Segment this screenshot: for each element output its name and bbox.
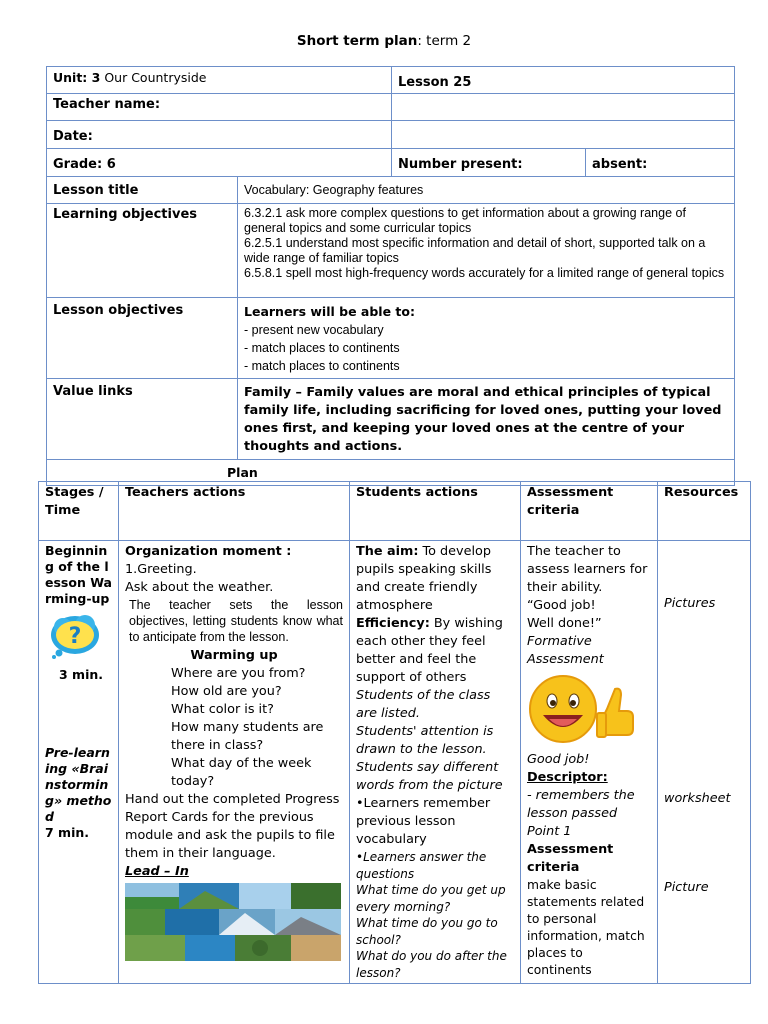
unit-cell: [47, 67, 392, 94]
students-attention: Students' attention is drawn to the lesson.: [356, 724, 494, 757]
geography-collage-image: [125, 883, 341, 961]
resource-picture: Picture: [664, 880, 709, 895]
handout-text: Hand out the completed Progress Report Cards for the previous module and ask the pupils to file them in their language.: [125, 792, 340, 861]
learners-remember: •Learners remember previous lesson vocabulary: [356, 796, 491, 847]
header-resources: Resources: [658, 482, 751, 541]
plan-label: Plan: [47, 460, 392, 486]
header-students-actions: Students actions: [350, 482, 521, 541]
assessment-cell: [521, 541, 658, 984]
header-stages: Stages / Time: [39, 482, 119, 541]
criteria-label: Assessment criteria: [527, 842, 614, 875]
unit-label: Unit: 3: [53, 70, 101, 85]
learners-answer: •Learners answer the questions: [356, 850, 487, 881]
page-title: [0, 33, 768, 49]
descriptor-text: - remembers the lesson passed Point 1: [527, 788, 635, 839]
absent-label: absent:: [586, 149, 735, 177]
header-teachers-actions: Teachers actions: [119, 482, 350, 541]
students-say-words: Students say different words from the picture: [356, 760, 503, 793]
objectives-text: The teacher sets the lesson objectives, letting students know what to anticipate from the lesson.: [129, 598, 343, 644]
criteria-text: make basic statements related to personal information, match places to continents: [527, 878, 645, 977]
students-listed: Students of the class are listed.: [356, 688, 491, 721]
date-value: [392, 121, 735, 149]
learning-objectives-label: Learning objectives: [47, 204, 238, 298]
resource-worksheet: worksheet: [664, 791, 731, 806]
warming-question: What day of the week today?: [171, 756, 312, 789]
lesson-objectives-cell: [238, 298, 735, 379]
efficiency-text: By wishing each other they feel better and feel the support of others: [356, 616, 503, 685]
stage-time-2: 7 min.: [45, 825, 90, 840]
efficiency-label: Efficiency:: [356, 616, 430, 631]
student-question: What do you do after the lesson?: [356, 949, 507, 980]
praise-well-done: Well done!”: [527, 616, 602, 631]
title-rest: : term 2: [417, 33, 472, 49]
learning-objective: 6.3.2.1 ask more complex questions to get information about a growing range of general topics and some curricular topics: [244, 206, 686, 235]
lead-in-label: Lead – In: [125, 864, 189, 879]
lesson-plan-table: [38, 481, 751, 984]
stage-time-1: 3 min.: [59, 667, 104, 682]
lesson-objectives-intro: Learners will be able to:: [244, 304, 415, 319]
aim-label: The aim:: [356, 544, 419, 559]
unit-value: Our Countryside: [100, 70, 207, 85]
smiley-thumbs-up-icon: [527, 673, 639, 745]
lesson-objective: - present new vocabulary: [244, 323, 384, 337]
warming-question: How many students are there in class?: [171, 720, 324, 753]
lesson-title-value: Vocabulary: Geography features: [238, 177, 735, 204]
students-actions-cell: [350, 541, 521, 984]
title-bold: Short term plan: [296, 33, 418, 49]
student-question: What time do you get up every morning?: [356, 883, 506, 914]
warming-question: How old are you?: [171, 684, 282, 699]
learning-objective: 6.2.5.1 understand most specific information and detail of short, supported talk on a wide range of familiar topics: [244, 236, 706, 265]
warming-up-title: Warming up: [190, 648, 278, 663]
number-present-label: Number present:: [392, 149, 586, 177]
teacher-name-value: [392, 94, 735, 121]
value-links-label: Value links: [47, 379, 238, 460]
resource-pictures: Pictures: [664, 596, 716, 611]
good-job-label: Good job!: [527, 752, 590, 767]
organization-moment-title: Organization moment :: [125, 544, 292, 559]
grade-label: Grade: 6: [47, 149, 392, 177]
praise-good-job: “Good job!: [527, 598, 596, 613]
warming-question: What color is it?: [171, 702, 274, 717]
formative-assessment: Formative Assessment: [527, 634, 604, 667]
teacher-actions-cell: [119, 541, 350, 984]
question-cloud-icon: [49, 613, 101, 659]
stage-beginning: Beginning of the lesson Warming-up: [45, 543, 112, 606]
value-links-text: Family – Family values are moral and ethical principles of typical family life, including sacrificing for loved ones, putting your loved ones first, and keeping your loved ones at the centre of your thoughts and actions.: [238, 379, 735, 460]
teacher-name-label: Teacher name:: [47, 94, 392, 121]
weather-text: Ask about the weather.: [125, 580, 274, 595]
learning-objectives-list: [238, 204, 735, 298]
header-assessment-criteria: Assessment criteria: [521, 482, 658, 541]
lesson-objective: - match places to continents: [244, 359, 400, 373]
date-label: Date:: [47, 121, 392, 149]
resources-cell: [658, 541, 751, 984]
student-question: What time do you go to school?: [356, 916, 498, 947]
svg-text:?: ?: [68, 624, 82, 649]
aim-text: To develop pupils speaking skills and create friendly atmosphere: [356, 544, 492, 613]
stages-cell: [39, 541, 119, 984]
lesson-objective: - match places to continents: [244, 341, 400, 355]
assessment-intro: The teacher to assess learners for their ability.: [527, 544, 648, 595]
stage-pre-learning: Pre-learning «Brainstorming» method: [45, 745, 112, 824]
lesson-objectives-label: Lesson objectives: [47, 298, 238, 379]
lesson-header-table: [46, 66, 735, 486]
warming-question: Where are you from?: [171, 666, 306, 681]
lesson-number: Lesson 25: [392, 67, 735, 94]
descriptor-label: Descriptor:: [527, 770, 608, 785]
greeting-text: 1.Greeting.: [125, 562, 197, 577]
lesson-title-label: Lesson title: [47, 177, 238, 204]
learning-objective: 6.5.8.1 spell most high-frequency words accurately for a limited range of general topics: [244, 266, 725, 280]
